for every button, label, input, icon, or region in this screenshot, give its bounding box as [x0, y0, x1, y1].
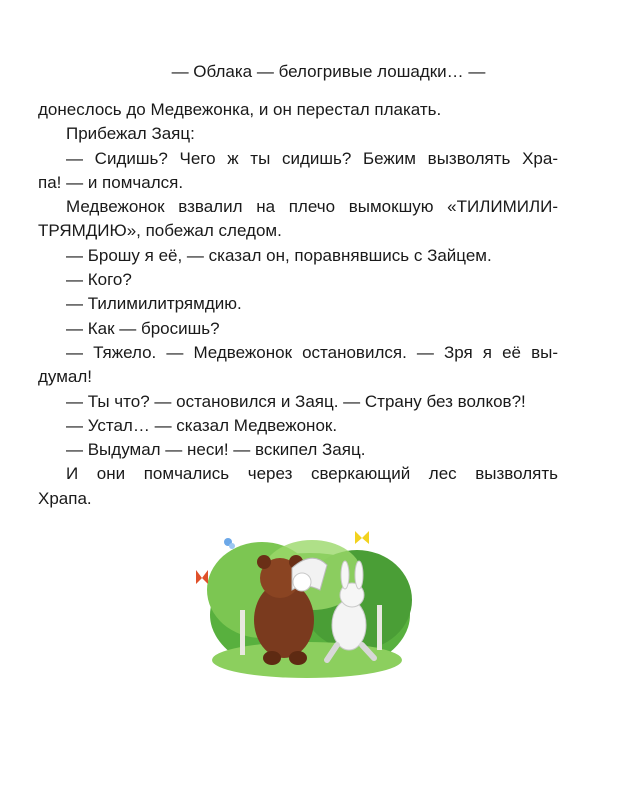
- butterfly-icon: [355, 531, 369, 544]
- butterfly-icon: [196, 570, 208, 584]
- scroll-roll: [293, 573, 311, 591]
- text-line: — Тяжело. — Медвежонок остановился. — Зря я её вы-: [66, 342, 558, 362]
- text-line: — Ты что? — остановился и Заяц. — Страну без волков?!: [66, 391, 526, 411]
- text-line: Медвежонок взвалил на плечо вымокшую «ТИЛИМИЛИ-: [66, 197, 558, 217]
- text-line: — Брошу я её, — сказал он, поравнявшись с Зайцем.: [66, 245, 492, 265]
- story-text: [38, 98, 558, 511]
- text-line: Храпа.: [38, 488, 92, 508]
- text-line: донеслось до Медвежонка, и он перестал плакать.: [38, 100, 442, 119]
- hare-ear: [341, 561, 349, 589]
- bear-foot: [263, 651, 281, 665]
- bear-and-hare-illustration: [192, 520, 422, 680]
- bear-ear: [257, 555, 271, 569]
- text-line: — Кого?: [66, 270, 132, 290]
- hare-ear: [355, 561, 363, 589]
- text-line: — Сидишь? Чего ж ты сидишь? Бежим вызволять Хра-: [66, 148, 558, 168]
- birch-trunk: [240, 610, 245, 655]
- epigraph: — Облака — белогривые лошадки… —: [171, 62, 486, 81]
- text-line: — Устал… — сказал Медвежонок.: [66, 415, 338, 435]
- text-line: Прибежал Заяц:: [66, 124, 195, 144]
- text-line: ТРЯМДИЮ», побежал следом.: [38, 221, 282, 241]
- text-line: — Тилимилитрямдию.: [66, 294, 242, 314]
- text-line: па! — и помчался.: [38, 172, 184, 192]
- birch-trunk: [377, 605, 382, 650]
- text-line: — Как — бросишь?: [66, 318, 220, 338]
- text-line: думал!: [38, 367, 93, 387]
- text-line: И они помчались через сверкающий лес вызволять: [66, 464, 558, 484]
- bear-foot: [289, 651, 307, 665]
- flower-icon: [224, 538, 235, 549]
- text-line: — Выдумал — неси! — вскипел Заяц.: [66, 440, 366, 460]
